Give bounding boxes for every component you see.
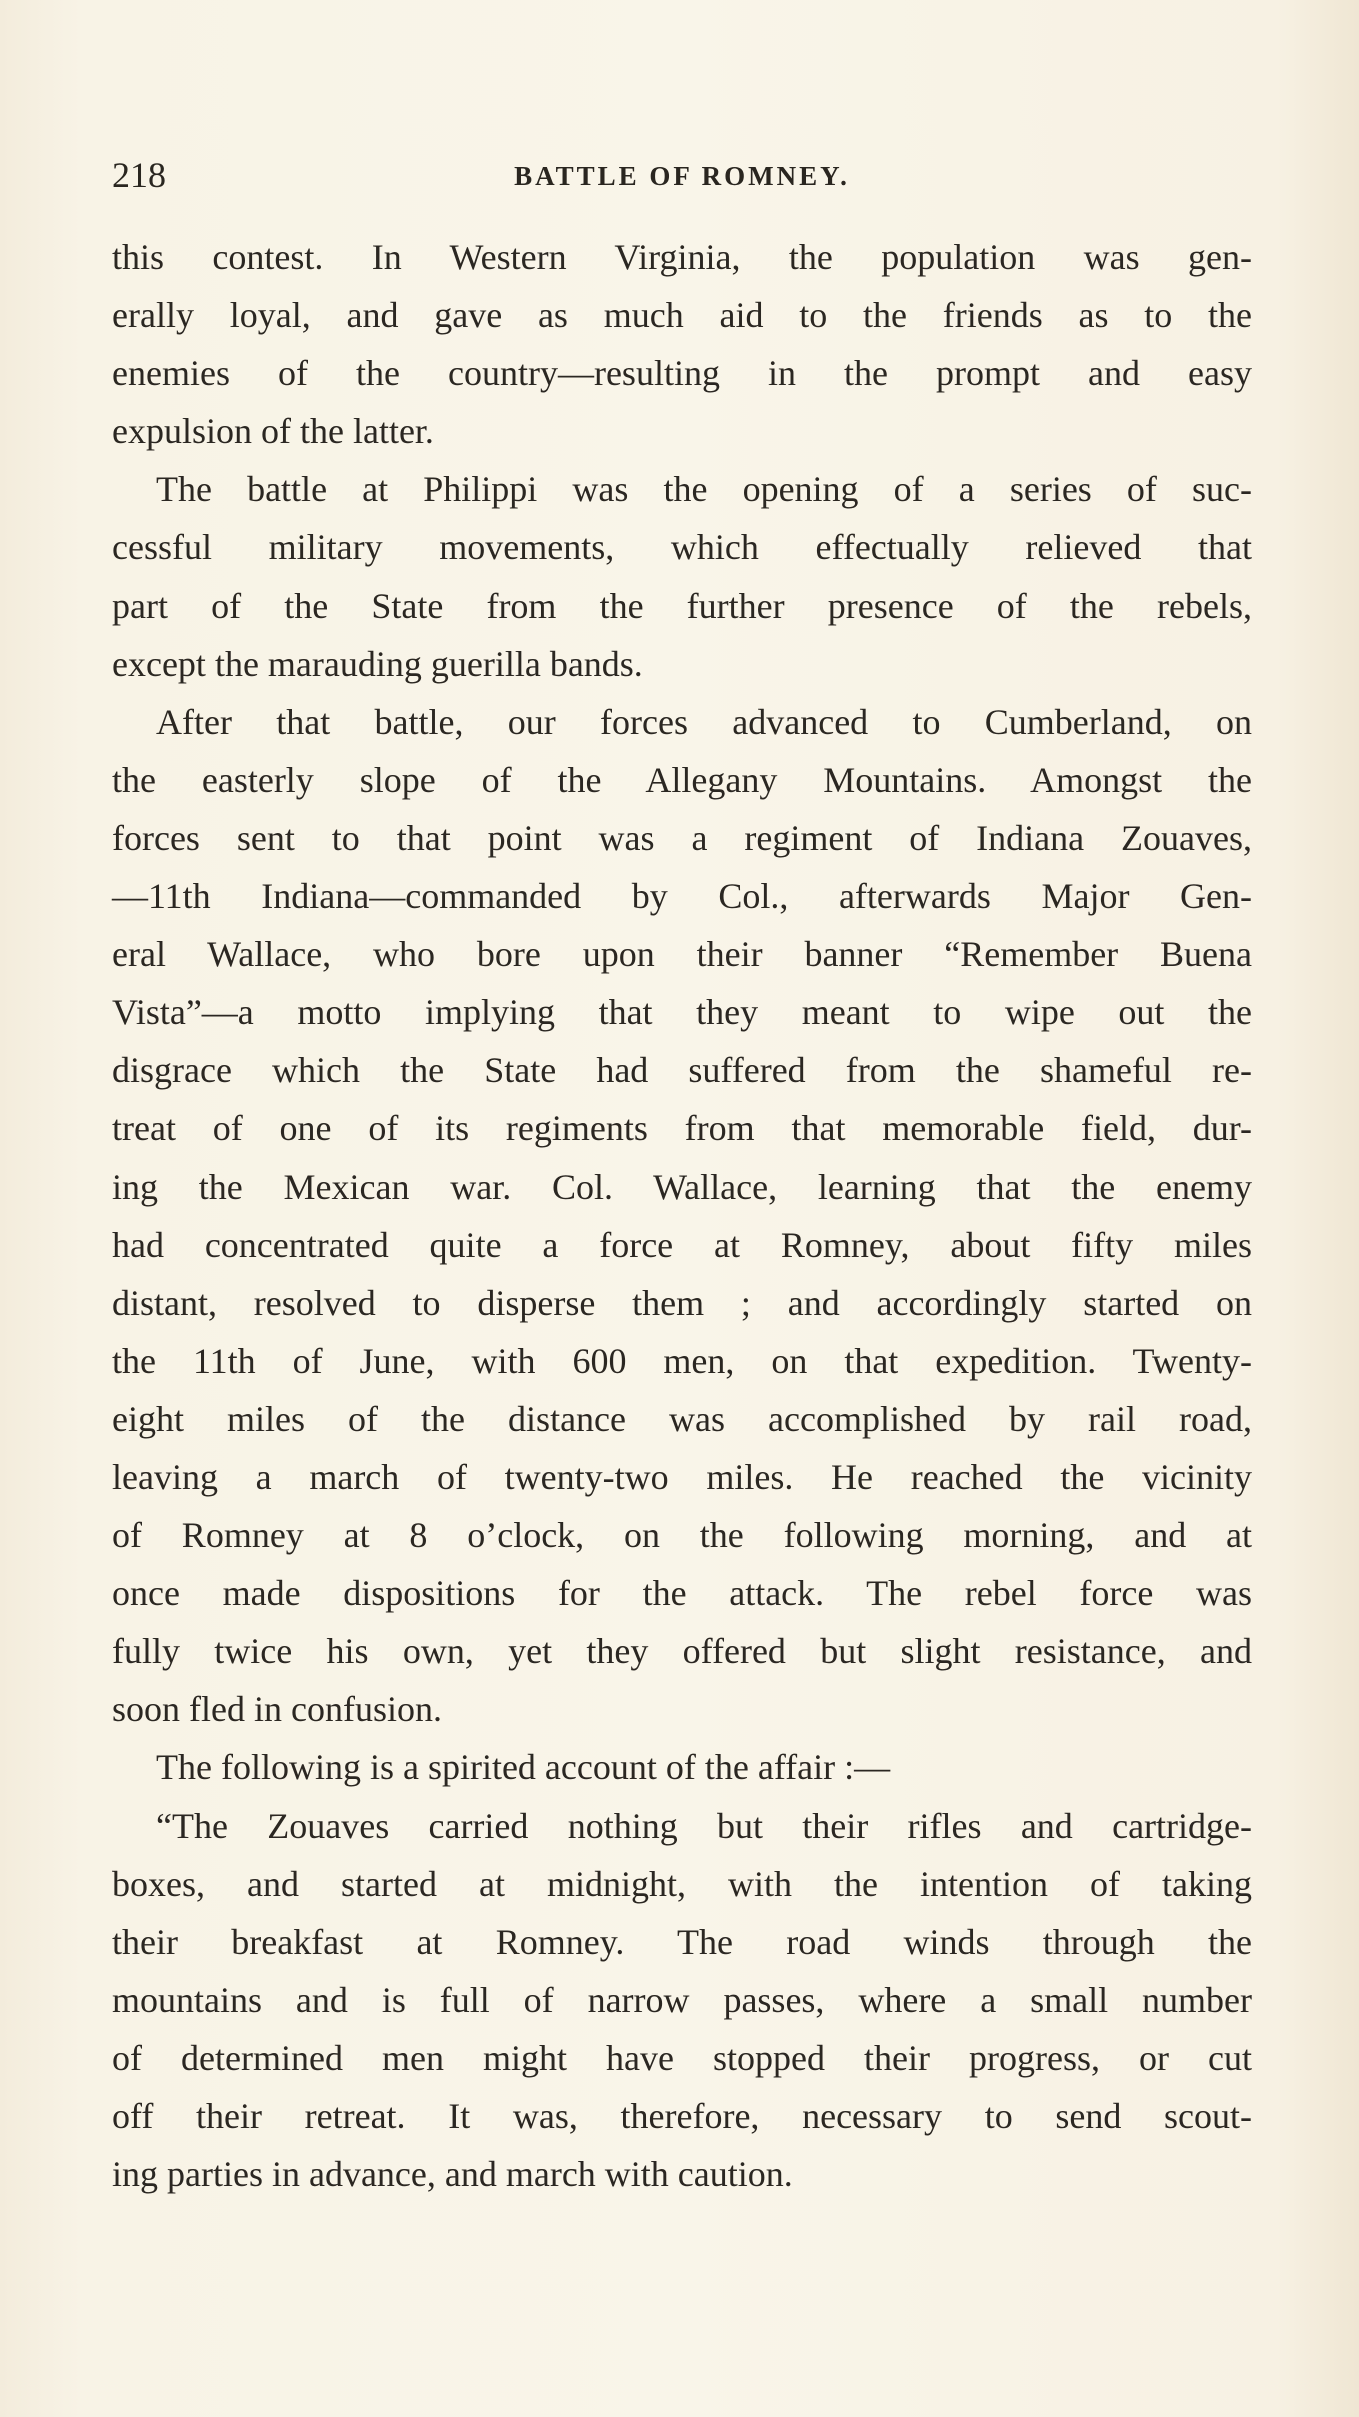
text-line: leaving a march of twenty-two miles. He reached the vicinity (112, 1456, 1252, 1497)
text-line: boxes, and started at midnight, with the intention of taking (112, 1863, 1252, 1904)
text-line: eight miles of the distance was accomplished by rail road, (112, 1398, 1252, 1439)
paragraph-2 (112, 460, 1252, 692)
text-line: ing the Mexican war. Col. Wallace, learning that the enemy (112, 1166, 1252, 1207)
text-line: part of the State from the further presence of the rebels, (112, 585, 1252, 626)
text-line: the easterly slope of the Allegany Mountains. Amongst the (112, 759, 1252, 800)
body-text (112, 228, 1252, 2203)
text-line: After that battle, our forces advanced to Cumberland, on (156, 701, 1252, 742)
text-line: except the marauding guerilla bands. (112, 643, 643, 684)
text-line: the 11th of June, with 600 men, on that expedition. Twenty- (112, 1340, 1252, 1381)
text-line: The following is a spirited account of the affair :— (156, 1747, 891, 1788)
text-line: —11th Indiana—commanded by Col., afterwards Major Gen- (112, 876, 1252, 917)
text-line: cessful military movements, which effectually relieved that (112, 527, 1252, 568)
text-line: ing parties in advance, and march with caution. (112, 2154, 793, 2195)
text-line: eral Wallace, who bore upon their banner “Remember Buena (112, 934, 1252, 975)
text-line: enemies of the country—resulting in the prompt and easy (112, 353, 1252, 394)
text-line: had concentrated quite a force at Romney, about fifty miles (112, 1224, 1252, 1265)
text-line: treat of one of its regiments from that memorable field, dur- (112, 1108, 1252, 1149)
text-line: erally loyal, and gave as much aid to the friends as to the (112, 295, 1252, 336)
paragraph-1 (112, 228, 1252, 460)
text-line: The battle at Philippi was the opening of a series of suc- (156, 469, 1252, 510)
text-line: off their retreat. It was, therefore, necessary to send scout- (112, 2096, 1252, 2136)
text-line: this contest. In Western Virginia, the population was gen- (112, 237, 1252, 277)
text-line: once made dispositions for the attack. The rebel force was (112, 1573, 1252, 1614)
text-line: expulsion of the latter. (112, 411, 434, 452)
text-line: Vista”—a motto implying that they meant to wipe out the (112, 992, 1252, 1033)
running-title: BATTLE OF ROMNEY. (514, 161, 850, 191)
paragraph-3 (112, 693, 1252, 1739)
text-line: mountains and is full of narrow passes, where a small number (112, 1979, 1252, 2020)
text-line: distant, resolved to disperse them ; and accordingly started on (112, 1282, 1252, 1323)
text-line: forces sent to that point was a regiment of Indiana Zouaves, (112, 817, 1252, 858)
page-header (112, 150, 1252, 200)
paragraph-4 (112, 1738, 1252, 1796)
page-number: 218 (112, 155, 166, 195)
text-line: disgrace which the State had suffered from the shameful re- (112, 1050, 1252, 1091)
text-line: “The Zouaves carried nothing but their rifles and cartridge- (156, 1805, 1252, 1846)
text-line: their breakfast at Romney. The road winds through the (112, 1921, 1252, 1962)
text-line: of Romney at 8 o’clock, on the following morning, and at (112, 1515, 1252, 1556)
text-line: fully twice his own, yet they offered but slight resistance, and (112, 1631, 1252, 1672)
text-line: soon fled in confusion. (112, 1689, 442, 1730)
paragraph-5-quotation (112, 1797, 1252, 2204)
text-line: of determined men might have stopped their progress, or cut (112, 2037, 1252, 2078)
